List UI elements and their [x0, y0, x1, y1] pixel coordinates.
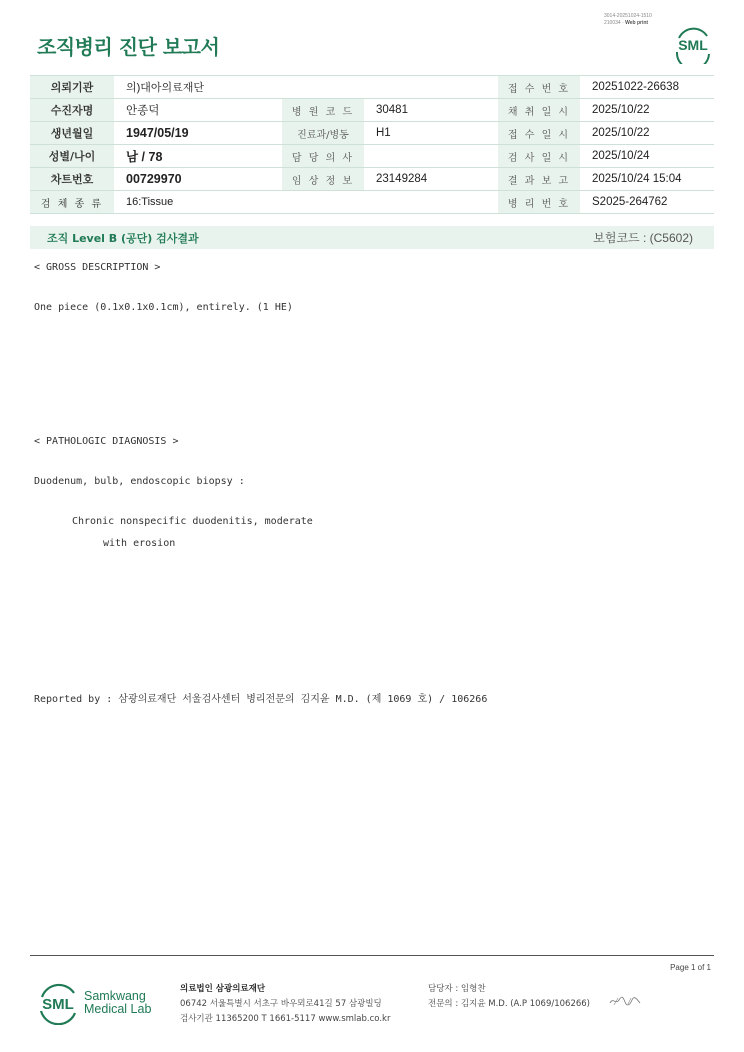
result-date-value: 2025/10/24 15:04: [580, 168, 714, 191]
result-band-title: 조직 Level B (공단) 검사결과: [47, 232, 199, 245]
info-row: [30, 145, 714, 168]
sml-logo: [671, 26, 715, 64]
footer-divider: [30, 955, 714, 956]
print-code-line2: 210034 · Web print: [604, 20, 649, 26]
chart-no-label: 차트번호: [30, 168, 114, 191]
print-code-label: Web print: [625, 20, 649, 26]
patient-info-table: [30, 75, 714, 214]
diagnosis-site: Duodenum, bulb, endoscopic biopsy :: [34, 476, 245, 487]
print-code: [604, 13, 652, 27]
institution-value: 의)대아의료재단: [114, 76, 498, 99]
company-name: [84, 990, 151, 1016]
specimen-label: 검 체 종 류: [30, 191, 114, 214]
info-row: [30, 168, 714, 191]
diagnosis-line1: Chronic nonspecific duodenitis, moderate: [72, 516, 313, 527]
result-date-label: 결 과 보 고: [498, 168, 580, 191]
specimen-value: 16:Tissue: [114, 191, 498, 214]
footer-doctors: [428, 982, 590, 1012]
result-band: [30, 226, 714, 249]
path-no-label: 병 리 번 호: [498, 191, 580, 214]
print-code-number: 210034: [604, 20, 621, 26]
clinical-label: 임 상 정 보: [282, 168, 364, 191]
institution-label: 의뢰기관: [30, 76, 114, 99]
info-row: [30, 191, 714, 214]
hospital-code-label: 병 원 코 드: [282, 99, 364, 122]
print-code-line1: 3014-20251024-1510: [604, 13, 652, 19]
dob-label: 생년월일: [30, 122, 114, 145]
company-name-line1: Samkwang: [84, 989, 146, 1003]
report-title: 조직병리 진단 보고서: [37, 35, 220, 59]
collect-date-label: 채 취 일 시: [498, 99, 580, 122]
footer-contact: 검사기관 11365200 T 1661-5117 www.smlab.co.kr: [180, 1014, 391, 1024]
hospital-code-value: 30481: [364, 99, 498, 122]
footer-company-info: [180, 982, 390, 1027]
specialist-name: 전문의 : 김지윤 M.D. (A.P 1069/106266): [428, 999, 590, 1009]
patient-value: 안종덕: [114, 99, 282, 122]
footer-address: 06742 서울특별시 서초구 바우뫼로41길 57 삼광빌딩: [180, 999, 382, 1009]
page-number: Page 1 of 1: [670, 963, 711, 972]
insurance-code: 보험코드 : (C5602): [593, 231, 693, 245]
receipt-no-value: 20251022-26638: [580, 76, 714, 99]
receipt-no-label: 접 수 번 호: [498, 76, 580, 99]
gross-text: One piece (0.1x0.1x0.1cm), entirely. (1 HE): [34, 302, 293, 313]
clinical-value: 23149284: [364, 168, 498, 191]
info-row: [30, 122, 714, 145]
test-date-value: 2025/10/24: [580, 145, 714, 168]
footer-logo-text: SML: [42, 996, 74, 1013]
logo-text: SML: [678, 37, 708, 53]
patient-label: 수진자명: [30, 99, 114, 122]
foundation-name: 의료법인 삼광의료재단: [180, 984, 266, 994]
sex-age-label: 성별/나이: [30, 145, 114, 168]
dept-label: 진료과/병동: [282, 122, 364, 145]
reported-by: Reported by : 삼광의료재단 서울검사센터 병리전문의 김지윤 M.D. (제 1069 호) / 106266: [34, 694, 488, 705]
receipt-date-label: 접 수 일 시: [498, 122, 580, 145]
company-name-line2: Medical Lab: [84, 1002, 152, 1016]
info-row: [30, 99, 714, 122]
test-date-label: 검 사 일 시: [498, 145, 580, 168]
chart-no-value: 00729970: [114, 168, 282, 191]
dob-value: 1947/05/19: [114, 122, 282, 145]
sex-age-value: 남 / 78: [114, 145, 282, 168]
gross-header: < GROSS DESCRIPTION >: [34, 262, 161, 273]
doctor-value: [364, 145, 498, 168]
diagnosis-header: < PATHOLOGIC DIAGNOSIS >: [34, 436, 179, 447]
diagnosis-line2: with erosion: [103, 538, 176, 549]
collect-date-value: 2025/10/22: [580, 99, 714, 122]
dept-value: H1: [364, 122, 498, 145]
manager-name: 담당자 : 임형찬: [428, 984, 486, 994]
path-no-value: S2025-264762: [580, 191, 714, 214]
samkwang-logo-icon: [36, 981, 80, 1025]
info-row: [30, 76, 714, 99]
receipt-date-value: 2025/10/22: [580, 122, 714, 145]
doctor-label: 담 당 의 사: [282, 145, 364, 168]
signature-image: [608, 993, 642, 1009]
